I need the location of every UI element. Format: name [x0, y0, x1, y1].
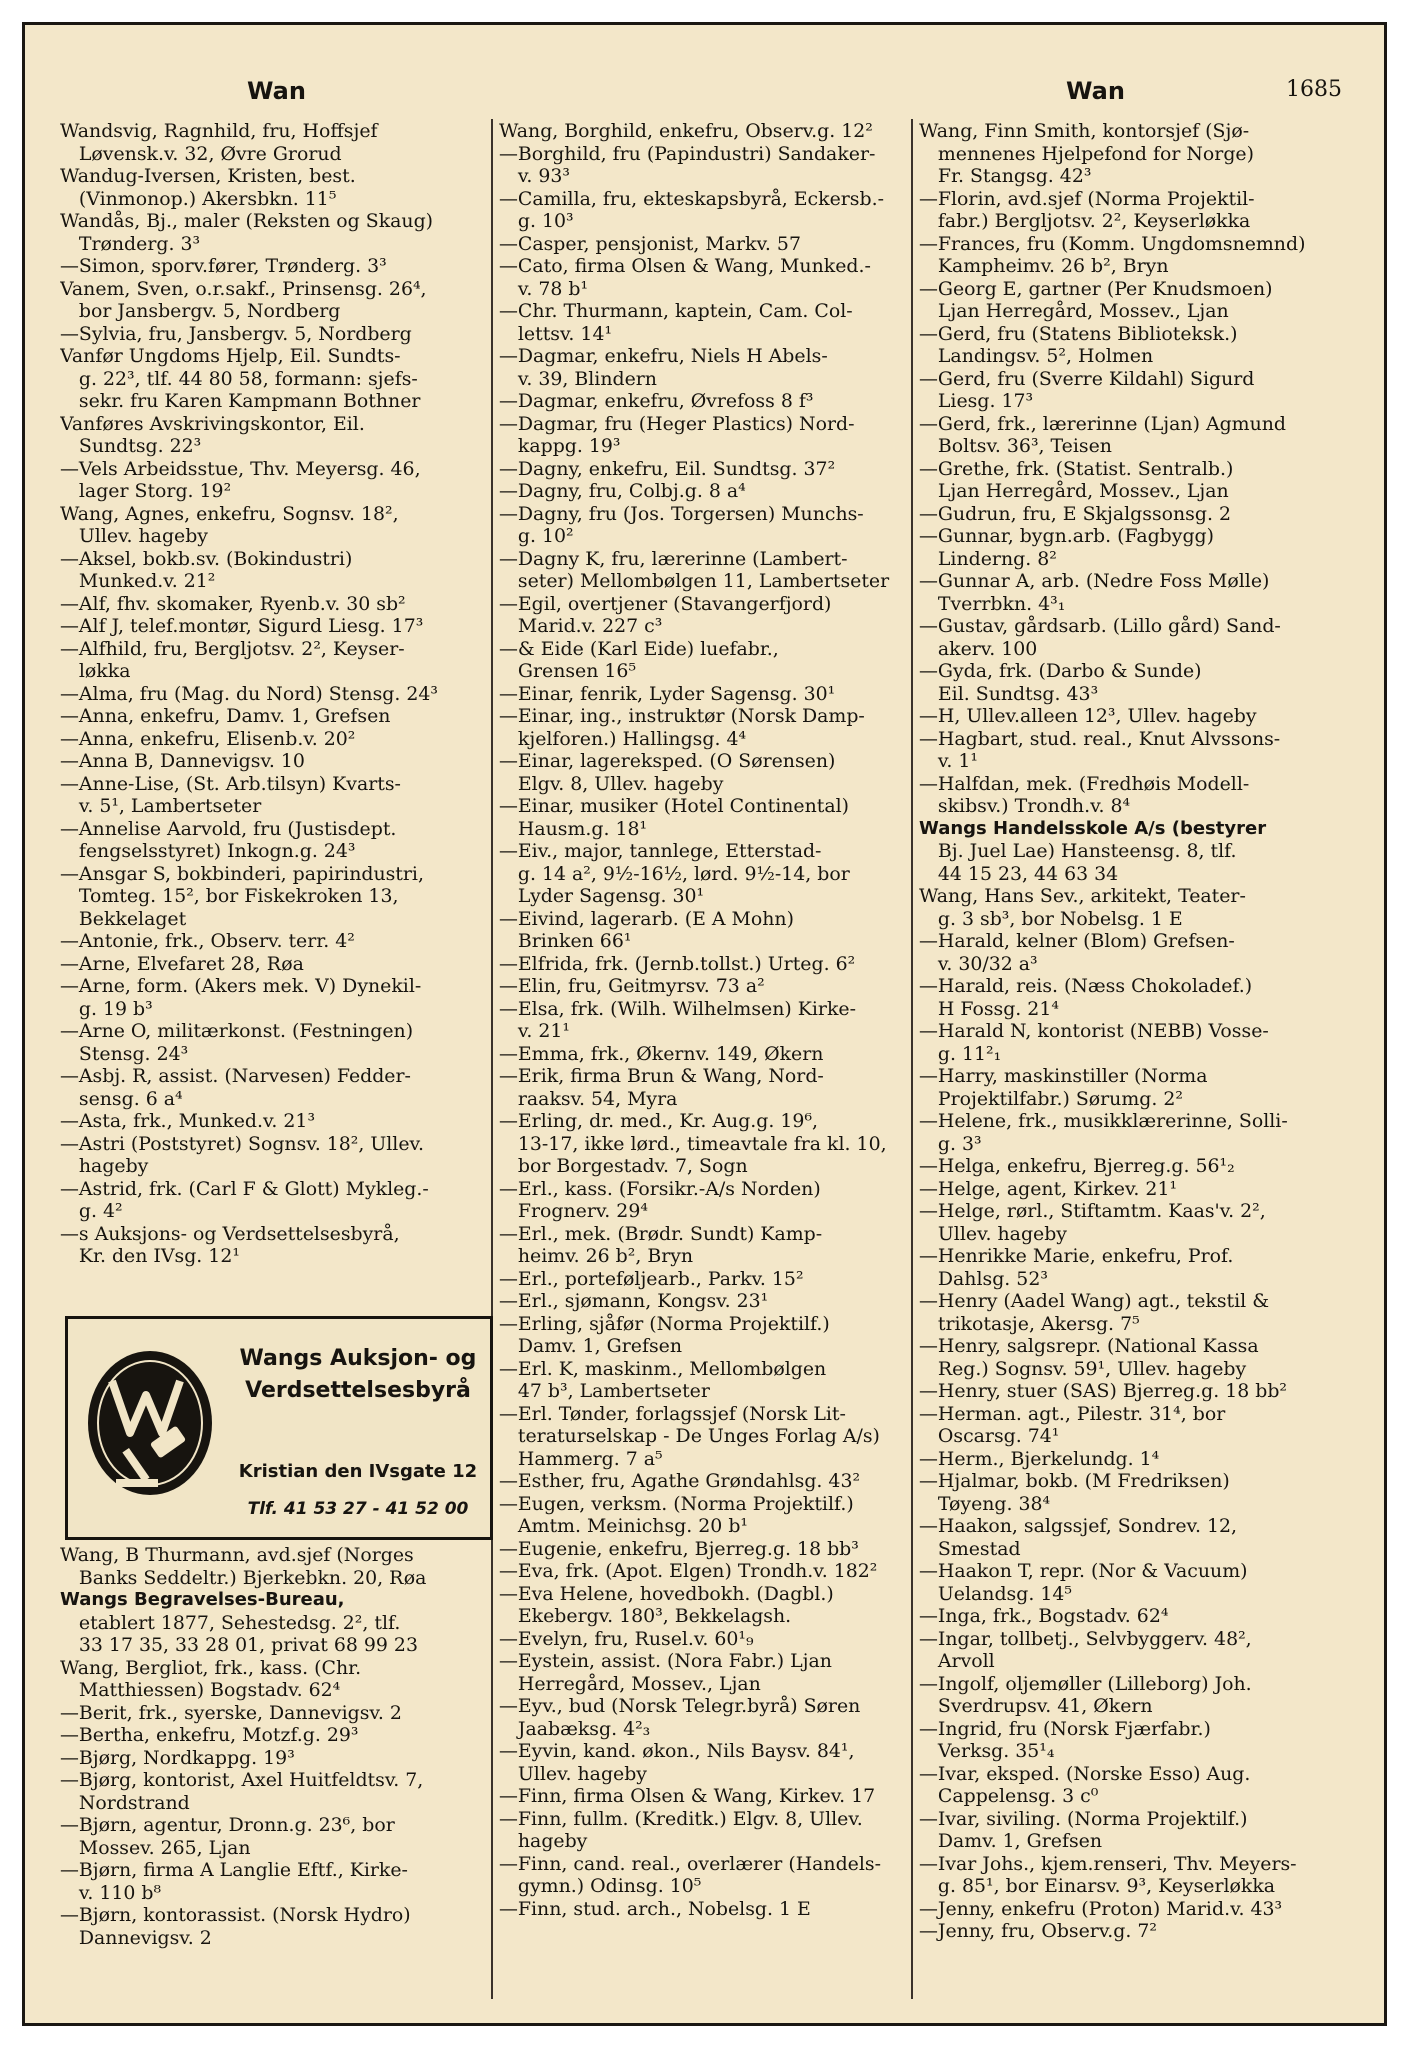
directory-entry-line: Munked.v. 21²	[60, 570, 216, 592]
directory-entry-line: Ekebergv. 180³, Bekkelagsh.	[499, 1605, 792, 1627]
directory-entry-line: 44 15 23, 44 63 34	[919, 862, 1119, 885]
directory-entry-line: —Esther, fru, Agathe Grøndahlsg. 43²	[499, 1470, 861, 1492]
directory-entry-line: Projektilfabr.) Sørumg. 2²	[919, 1087, 1183, 1110]
directory-entry-line: —Finn, stud. arch., Nobelsg. 1 E	[499, 1897, 811, 1920]
directory-entry-line: Landingsv. 5², Holmen	[919, 345, 1154, 367]
directory-entry-line: v. 21¹	[499, 1020, 570, 1042]
directory-entry-line: —Haakon T, repr. (Nor & Vacuum)	[919, 1560, 1248, 1582]
directory-entry-line: —Erl. Tønder, forlagssjef (Norsk Lit-	[499, 1402, 846, 1425]
directory-entry-line: —Annelise Aarvold, fru (Justisdept.	[60, 817, 397, 840]
directory-entry-line: Reg.) Sognsv. 59¹, Ullev. hageby	[919, 1357, 1247, 1380]
directory-entry-line: —Erl., mek. (Brødr. Sundt) Kamp-	[499, 1222, 823, 1245]
directory-entry-line: —Eystein, assist. (Nora Fabr.) Ljan	[499, 1650, 832, 1672]
directory-entry-line: Kr. den IVsg. 12¹	[60, 1245, 240, 1267]
ad-title	[218, 1343, 498, 1407]
directory-entry-line: g. 3 sb³, bor Nobelsg. 1 E	[919, 907, 1183, 930]
directory-entry-line: Mossev. 265, Ljan	[60, 1836, 251, 1859]
directory-entry-line: —Hagbart, stud. real., Knut Alvssons-	[919, 727, 1281, 750]
directory-entry-line: g. 10³	[499, 210, 574, 232]
directory-entry-line: skibsv.) Trondh.v. 8⁴	[919, 795, 1131, 817]
directory-entry-line: —Dagny, fru (Jos. Torgersen) Munchs-	[499, 502, 864, 525]
directory-entry-line: sekr. fru Karen Kampmann Bothner	[60, 390, 421, 412]
directory-entry-line: Ullev. hageby	[919, 1222, 1067, 1245]
directory-entry-line: —Jenny, enkefru (Proton) Marid.v. 43³	[919, 1897, 1283, 1920]
directory-entry-line: —Ivar, eksped. (Norske Esso) Aug.	[919, 1762, 1251, 1785]
column-3	[919, 120, 1334, 1943]
directory-entry-line: —Eugen, verksm. (Norma Projektilf.)	[499, 1492, 854, 1515]
directory-entry-line: Tøyeng. 38⁴	[919, 1492, 1051, 1515]
directory-entry-line: —Dagny, enkefru, Eil. Sundtsg. 37²	[499, 457, 836, 480]
ad-title-line-2: Verdsettelsesbyrå	[245, 1378, 471, 1403]
directory-entry-line: g. 11²₁	[919, 1042, 1002, 1065]
directory-entry-line: —Henry, salgsrepr. (National Kassa	[919, 1335, 1259, 1357]
directory-entry-line: —Frances, fru (Komm. Ungdomsnemnd)	[919, 232, 1306, 255]
directory-entry-line: —Finn, cand. real., overlærer (Handels-	[499, 1852, 881, 1875]
directory-entry-line: —Cato, firma Olsen & Wang, Munked.-	[499, 255, 871, 277]
directory-entry-line: Ljan Herregård, Mossev., Ljan	[919, 300, 1229, 322]
directory-entry-line: Wang, Borghild, enkefru, Observ.g. 12²	[499, 120, 873, 142]
column-1	[60, 120, 490, 1268]
directory-entry-line: —Dagmar, fru (Heger Plastics) Nord-	[499, 412, 855, 435]
directory-entry-line: —Egil, overtjener (Stavangerfjord)	[499, 592, 832, 615]
directory-entry-line: —Casper, pensjonist, Markv. 57	[499, 232, 801, 255]
directory-entry-line: —Asbj. R, assist. (Narvesen) Fedder-	[60, 1065, 411, 1087]
directory-entry-line: Verksg. 35¹₄	[919, 1740, 1055, 1762]
directory-entry-line: —Ivar, siviling. (Norma Projektilf.)	[919, 1807, 1248, 1830]
directory-entry-line: Wang, Hans Sev., arkitekt, Teater-	[919, 885, 1246, 907]
directory-entry-line: g. 3³	[919, 1132, 982, 1155]
directory-entry-line: —Elin, fru, Geitmyrsv. 73 a²	[499, 975, 765, 997]
directory-entry-line: (Vinmonop.) Akersbkn. 11⁵	[60, 187, 337, 210]
directory-entry-line: v. 39, Blindern	[499, 367, 657, 390]
directory-entry-line: —Gudrun, fru, E Skjalgssonsg. 2	[919, 502, 1231, 525]
directory-entry-line: heimv. 26 b², Bryn	[499, 1245, 694, 1267]
directory-entry-line: —Gerd, fru (Statens Biblioteksk.)	[919, 322, 1238, 345]
directory-entry-line: —Inga, frk., Bogstadv. 62⁴	[919, 1605, 1169, 1627]
directory-entry-line: —Antonie, frk., Observ. terr. 4²	[60, 930, 355, 952]
column-1-continued	[60, 1544, 490, 1949]
directory-entry-line: Banks Seddeltr.) Bjerkebkn. 20, Røa	[60, 1566, 427, 1589]
directory-entry-line: Grensen 16⁵	[499, 660, 637, 682]
directory-entry-line: Cappelensg. 3 c⁰	[919, 1785, 1099, 1807]
directory-entry-line: —Ivar Johs., kjem.renseri, Thv. Meyers-	[919, 1852, 1297, 1875]
ad-address: Kristian den IVsgate 12	[238, 1461, 478, 1482]
directory-entry-line: g. 4²	[60, 1200, 123, 1222]
directory-entry-line: lettsv. 14¹	[499, 322, 613, 345]
directory-entry-line: Wang, Bergliot, frk., kass. (Chr.	[60, 1656, 362, 1679]
directory-entry-line: —Bertha, enkefru, Motzf.g. 29³	[60, 1724, 359, 1746]
directory-entry-line: —Alf J, telef.montør, Sigurd Liesg. 17³	[60, 615, 424, 637]
directory-entry-line: —Anna, enkefru, Damv. 1, Grefsen	[60, 705, 391, 727]
column-2	[499, 120, 911, 1920]
directory-entry-line: —Herman. agt., Pilestr. 31⁴, bor	[919, 1402, 1226, 1425]
directory-entry-line: fabr.) Bergljotsv. 2², Keyserløkka	[919, 210, 1251, 232]
directory-entry-line: —Gunnar A, arb. (Nedre Foss Mølle)	[919, 570, 1270, 592]
directory-entry-line: v. 110 b⁸	[60, 1881, 162, 1904]
directory-entry-line: —Gyda, frk. (Darbo & Sunde)	[919, 660, 1202, 682]
directory-entry-line: raaksv. 54, Myra	[499, 1087, 678, 1110]
directory-entry-line: —Erik, firma Brun & Wang, Nord-	[499, 1065, 824, 1087]
column-rule-1	[491, 119, 493, 1999]
directory-entry-line: —Erl. K, maskinm., Mellombølgen	[499, 1357, 827, 1380]
ad-title-line-1: Wangs Auksjon- og	[239, 1346, 477, 1371]
directory-entry-line: —Henrikke Marie, enkefru, Prof.	[919, 1245, 1234, 1267]
directory-entry-line: Løvensk.v. 32, Øvre Grorud	[60, 142, 342, 165]
directory-entry-line: trikotasje, Akersg. 7⁵	[919, 1312, 1140, 1335]
directory-entry-line: —& Eide (Karl Eide) luefabr.,	[499, 637, 779, 660]
directory-entry-line: —Bjørg, Nordkappg. 19³	[60, 1746, 295, 1769]
directory-entry-line: Wang, Agnes, enkefru, Sognsv. 18²,	[60, 502, 399, 525]
auction-hammer-logo-icon	[80, 1341, 220, 1501]
directory-entry-line: Stensg. 24³	[60, 1042, 189, 1065]
directory-entry-line: —Halfdan, mek. (Fredhøis Modell-	[919, 772, 1250, 795]
directory-entry-line: Wandsvig, Ragnhild, fru, Hoffsjef	[60, 120, 378, 142]
directory-entry-line: —Einar, ing., instruktør (Norsk Damp-	[499, 705, 865, 727]
directory-entry-line: —Elsa, frk. (Wilh. Wilhelmsen) Kirke-	[499, 997, 856, 1020]
directory-entry-line: —Anna B, Dannevigsv. 10	[60, 750, 305, 772]
directory-entry-line: Matthiessen) Bogstadv. 62⁴	[60, 1679, 341, 1701]
directory-entry-line: Damv. 1, Grefsen	[499, 1335, 683, 1357]
directory-entry-line: 13-17, ikke lørd., timeavtale fra kl. 10,	[499, 1132, 887, 1155]
directory-entry-line: g. 19 b³	[60, 997, 153, 1020]
directory-entry-line: —Dagmar, enkefru, Niels H Abels-	[499, 345, 828, 367]
directory-entry-line: —Gustav, gårdsarb. (Lillo gård) Sand-	[919, 615, 1281, 637]
directory-entry-line: g. 85¹, bor Einarsv. 9³, Keyserløkka	[919, 1875, 1276, 1897]
directory-entry-line: v. 1¹	[919, 750, 978, 772]
directory-entry-line: Bekkelaget	[60, 907, 187, 930]
directory-entry-line: —Dagny K, fru, lærerinne (Lambert-	[499, 547, 848, 570]
directory-entry-line: —Herm., Bjerkelundg. 1⁴	[919, 1447, 1160, 1470]
advertisement-box	[65, 1316, 493, 1540]
directory-entry-line: —Bjørn, agentur, Dronn.g. 23⁶, bor	[60, 1814, 395, 1836]
directory-entry-line: akerv. 100	[919, 637, 1038, 660]
directory-entry-line: Damv. 1, Grefsen	[919, 1830, 1103, 1852]
directory-entry-line: —Eyv., bud (Norsk Telegr.byrå) Søren	[499, 1695, 861, 1717]
directory-entry-line: v. 93³	[499, 165, 570, 187]
directory-entry-line: —Eivind, lagerarb. (E A Mohn)	[499, 907, 794, 930]
directory-entry-line: —Evelyn, fru, Rusel.v. 60¹₉	[499, 1627, 754, 1650]
directory-entry-line: Wandug-Iversen, Kristen, best.	[60, 165, 356, 187]
directory-entry-line: —Erling, sjåfør (Norma Projektilf.)	[499, 1312, 830, 1335]
directory-entry-line: —Erl., porteføljearb., Parkv. 15²	[499, 1267, 804, 1290]
directory-entry-line: —Gerd, frk., lærerinne (Ljan) Agmund	[919, 412, 1287, 435]
directory-entry-line: Jaabæksg. 4²₃	[499, 1717, 651, 1740]
directory-entry-line: Trønderg. 3³	[60, 232, 201, 255]
running-head-left: Wan	[247, 77, 306, 105]
directory-entry-line: —Erl., sjømann, Kongsv. 23¹	[499, 1290, 769, 1312]
directory-entry-line: Liesg. 17³	[919, 390, 1034, 412]
directory-entry-line: —Ingar, tollbetj., Selvbyggerv. 48²,	[919, 1627, 1252, 1650]
directory-entry-line: —Einar, lagereksped. (O Sørensen)	[499, 750, 836, 772]
directory-entry-line: —Haakon, salgssjef, Sondrev. 12,	[919, 1515, 1237, 1537]
directory-entry-line: —Ingolf, oljemøller (Lilleborg) Joh.	[919, 1672, 1252, 1695]
directory-entry-line: —s Auksjons- og Verdsettelsesbyrå,	[60, 1222, 400, 1245]
directory-entry-line: Sverdrupsv. 41, Økern	[919, 1695, 1153, 1717]
directory-entry-line: Vanem, Sven, o.r.sakf., Prinsensg. 26⁴,	[60, 277, 427, 300]
directory-entry-line: —Ingrid, fru (Norsk Fjærfabr.)	[919, 1717, 1211, 1740]
directory-entry-line: —Camilla, fru, ekteskapsbyrå, Eckersb.-	[499, 187, 884, 210]
directory-entry-line: —Einar, musiker (Hotel Continental)	[499, 795, 850, 817]
directory-entry-line: —Finn, fullm. (Kreditk.) Elgv. 8, Ullev.	[499, 1807, 863, 1830]
directory-entry-line: Brinken 66¹	[499, 930, 632, 952]
directory-entry-line: —Vels Arbeidsstue, Thv. Meyersg. 46,	[60, 457, 421, 480]
directory-entry-line: kjelforen.) Hallingsg. 4⁴	[499, 727, 747, 750]
directory-entry-line: —Helene, frk., musikklærerinne, Solli-	[919, 1110, 1288, 1132]
directory-entry-line: —Borghild, fru (Papindustri) Sandaker-	[499, 142, 876, 165]
directory-entry-line: g. 14 a², 9½-16½, lørd. 9½-14, bor	[499, 862, 850, 885]
directory-entry-line: Uelandsg. 14⁵	[919, 1582, 1072, 1605]
directory-entry-line: —Bjørn, firma A Langlie Eftf., Kirke-	[60, 1859, 408, 1881]
directory-entry-line: —Harald N, kontorist (NEBB) Vosse-	[919, 1020, 1269, 1042]
directory-entry-line: Lyder Sagensg. 30¹	[499, 885, 705, 907]
directory-entry-line: H Fossg. 21⁴	[919, 997, 1059, 1020]
directory-entry-line: —Arne, form. (Akers mek. V) Dynekil-	[60, 975, 422, 997]
directory-entry-line: —Henry, stuer (SAS) Bjerreg.g. 18 bb²	[919, 1380, 1288, 1402]
directory-entry-line: —Finn, firma Olsen & Wang, Kirkev. 17	[499, 1785, 876, 1807]
directory-entry-line: —Chr. Thurmann, kaptein, Cam. Col-	[499, 300, 853, 322]
directory-entry-line: Frognerv. 29⁴	[499, 1200, 648, 1222]
directory-entry-line: Sundtsg. 22³	[60, 435, 202, 457]
directory-entry-line: —Anne-Lise, (St. Arb.tilsyn) Kvarts-	[60, 772, 401, 795]
directory-entry-line: v. 30/32 a³	[919, 952, 1038, 975]
directory-entry-line: —Harald, kelner (Blom) Grefsen-	[919, 930, 1235, 952]
directory-entry-line: 47 b³, Lambertseter	[499, 1380, 710, 1402]
directory-entry-line: Arvoll	[919, 1650, 995, 1672]
directory-entry-line: —Grethe, frk. (Statist. Sentralb.)	[919, 457, 1234, 480]
directory-entry-line: Amtm. Meinichsg. 20 b¹	[499, 1515, 748, 1537]
directory-entry-line: —Alf, fhv. skomaker, Ryenb.v. 30 sb²	[60, 592, 406, 615]
directory-entry-line: —Astrid, frk. (Carl F & Glott) Mykleg.-	[60, 1177, 429, 1200]
directory-entry-line: —Erling, dr. med., Kr. Aug.g. 19⁶,	[499, 1110, 819, 1132]
directory-entry-line: Kampheimv. 26 b², Bryn	[919, 255, 1169, 277]
directory-entry-line: kappg. 19³	[499, 435, 621, 457]
directory-entry-line: løkka	[60, 660, 131, 682]
directory-entry-line: —Arne O, militærkonst. (Festningen)	[60, 1020, 414, 1042]
directory-entry-line: hageby	[60, 1155, 149, 1177]
directory-entry-line: —Bjørg, kontorist, Axel Huitfeldtsv. 7,	[60, 1769, 424, 1791]
directory-entry-line: Hammerg. 7 a⁵	[499, 1447, 663, 1470]
directory-entry-line: —Eyvin, kand. økon., Nils Baysv. 84¹,	[499, 1740, 855, 1762]
directory-entry-line: 33 17 35, 33 28 01, privat 68 99 23	[60, 1634, 418, 1656]
directory-entry-line: —Florin, avd.sjef (Norma Projektil-	[919, 187, 1255, 210]
directory-entry-line: Wandås, Bj., maler (Reksten og Skaug)	[60, 210, 434, 232]
directory-entry-line: Herregård, Mossev., Ljan	[499, 1672, 761, 1695]
directory-entry-line: —Helge, rørl., Stiftamtm. Kaas'v. 2²,	[919, 1200, 1266, 1222]
directory-entry-line: —Georg E, gartner (Per Knudsmoen)	[919, 277, 1273, 300]
directory-entry-line: —Aksel, bokb.sv. (Bokindustri)	[60, 547, 353, 570]
directory-entry-line: Oscarsg. 74¹	[919, 1425, 1060, 1447]
directory-entry-line: Wangs Begravelses-Bureau,	[60, 1589, 345, 1610]
directory-entry-line: Dannevigsv. 2	[60, 1926, 212, 1949]
directory-entry-line: Wang, B Thurmann, avd.sjef (Norges	[60, 1544, 414, 1566]
directory-entry-line: —Bjørn, kontorassist. (Norsk Hydro)	[60, 1904, 411, 1926]
column-rule-2	[911, 119, 913, 1999]
directory-entry-line: v. 5¹, Lambertseter	[60, 795, 262, 817]
directory-entry-line: Vanfør Ungdoms Hjelp, Eil. Sundts-	[60, 345, 401, 367]
directory-entry-line: Elgv. 8, Ullev. hageby	[499, 772, 724, 795]
directory-entry-line: g. 22³, tlf. 44 80 58, formann: sjefs-	[60, 367, 418, 390]
directory-entry-line: —Berit, frk., syerske, Dannevigsv. 2	[60, 1701, 402, 1724]
directory-entry-line: Ullev. hageby	[499, 1762, 647, 1785]
directory-entry-line: mennenes Hjelpefond for Norge)	[919, 142, 1254, 165]
directory-entry-line: hageby	[499, 1830, 588, 1852]
directory-entry-line: Dahlsg. 52³	[919, 1267, 1048, 1290]
directory-entry-line: —Elfrida, frk. (Jernb.tollst.) Urteg. 6²	[499, 952, 856, 975]
directory-entry-line: sensg. 6 a⁴	[60, 1087, 183, 1110]
directory-entry-line: —Astri (Poststyret) Sognsv. 18², Ullev.	[60, 1132, 424, 1155]
directory-entry-line: v. 78 b¹	[499, 277, 589, 300]
directory-entry-line: —Hjalmar, bokb. (M Fredriksen)	[919, 1470, 1230, 1492]
directory-entry-line: Eil. Sundtsg. 43³	[919, 682, 1099, 705]
directory-entry-line: —Eiv., major, tannlege, Etterstad-	[499, 840, 822, 862]
directory-entry-line: —Alfhild, fru, Bergljotsv. 2², Keyser-	[60, 637, 405, 660]
directory-entry-line: —Ansgar S, bokbinderi, papirindustri,	[60, 862, 424, 885]
directory-entry-line: —Eugenie, enkefru, Bjerreg.g. 18 bb³	[499, 1537, 859, 1560]
running-head-right: Wan	[1066, 77, 1125, 105]
directory-entry-line: bor Borgestadv. 7, Sogn	[499, 1155, 748, 1177]
directory-entry-line: —Helge, agent, Kirkev. 21¹	[919, 1177, 1178, 1200]
directory-page	[22, 22, 1387, 2026]
directory-entry-line: —Jenny, fru, Observ.g. 7²	[919, 1920, 1157, 1942]
directory-entry-line: —Gerd, fru (Sverre Kildahl) Sigurd	[919, 367, 1255, 390]
directory-entry-line: —Simon, sporv.fører, Trønderg. 3³	[60, 255, 387, 277]
directory-entry-line: —Henry (Aadel Wang) agt., tekstil &	[919, 1290, 1270, 1312]
directory-entry-line: —Harald, reis. (Næss Chokoladef.)	[919, 975, 1253, 997]
directory-entry-line: —Helga, enkefru, Bjerreg.g. 56¹₂	[919, 1155, 1235, 1177]
directory-entry-line: Hausm.g. 18¹	[499, 817, 648, 840]
directory-entry-line: —Gunnar, bygn.arb. (Fagbygg)	[919, 525, 1214, 547]
directory-entry-line: Ljan Herregård, Mossev., Ljan	[919, 480, 1229, 502]
directory-entry-line: —Einar, fenrik, Lyder Sagensg. 30¹	[499, 682, 836, 705]
directory-entry-line: Smestad	[919, 1537, 1021, 1560]
directory-entry-line: bor Jansbergv. 5, Nordberg	[60, 300, 341, 322]
directory-entry-line: gymn.) Odinsg. 10⁵	[499, 1875, 702, 1897]
directory-entry-line: Wang, Finn Smith, kontorsjef (Sjø-	[919, 120, 1250, 142]
directory-entry-line: —Sylvia, fru, Jansbergv. 5, Nordberg	[60, 322, 412, 345]
directory-entry-line: Linderng. 8²	[919, 547, 1057, 570]
directory-entry-line: Bj. Juel Lae) Hansteensg. 8, tlf.	[919, 840, 1237, 862]
directory-entry-line: Boltsv. 36³, Teisen	[919, 435, 1112, 457]
directory-entry-line: Vanføres Avskrivingskontor, Eil.	[60, 412, 365, 435]
directory-entry-line: —Arne, Elvefaret 28, Røa	[60, 952, 304, 975]
directory-entry-line: Ullev. hageby	[60, 525, 208, 547]
directory-entry-line: —Harry, maskinstiller (Norma	[919, 1065, 1208, 1087]
directory-entry-line: Wangs Handelsskole A/s (bestyrer	[919, 817, 1267, 839]
directory-entry-line: —Eva Helene, hovedbokh. (Dagbl.)	[499, 1582, 834, 1605]
directory-entry-line: Fr. Stangsg. 42³	[919, 165, 1092, 187]
directory-entry-line: Tomteg. 15², bor Fiskekroken 13,	[60, 885, 399, 907]
directory-entry-line: —Asta, frk., Munked.v. 21³	[60, 1110, 316, 1132]
directory-entry-line: —Dagny, fru, Colbj.g. 8 a⁴	[499, 480, 746, 502]
page-number: 1685	[1286, 77, 1342, 102]
directory-entry-line: Nordstrand	[60, 1791, 190, 1814]
directory-entry-line: —Erl., kass. (Forsikr.-A/s Norden)	[499, 1177, 821, 1200]
directory-entry-line: lager Storg. 19²	[60, 480, 232, 502]
directory-entry-line: —Dagmar, enkefru, Øvrefoss 8 f³	[499, 390, 814, 412]
directory-entry-line: seter) Mellombølgen 11, Lambertseter	[499, 570, 890, 592]
directory-entry-line: teraturselskap - De Unges Forlag A/s)	[499, 1425, 880, 1447]
directory-entry-line: Tverrbkn. 4³₁	[919, 592, 1066, 615]
directory-entry-line: Marid.v. 227 c³	[499, 615, 663, 637]
directory-entry-line: —H, Ullev.alleen 12³, Ullev. hageby	[919, 705, 1257, 727]
directory-entry-line: —Anna, enkefru, Elisenb.v. 20²	[60, 727, 356, 750]
directory-entry-line: —Emma, frk., Økernv. 149, Økern	[499, 1042, 824, 1065]
directory-entry-line: fengselsstyret) Inkogn.g. 24³	[60, 840, 356, 862]
directory-entry-line: —Eva, frk. (Apot. Elgen) Trondh.v. 182²	[499, 1560, 878, 1582]
directory-entry-line: g. 10²	[499, 525, 574, 547]
directory-entry-line: etablert 1877, Sehestedsg. 2², tlf.	[60, 1611, 401, 1634]
ad-phone: Tlf. 41 53 27 - 41 52 00	[247, 1499, 469, 1519]
directory-entry-line: —Alma, fru (Mag. du Nord) Stensg. 24³	[60, 682, 438, 705]
